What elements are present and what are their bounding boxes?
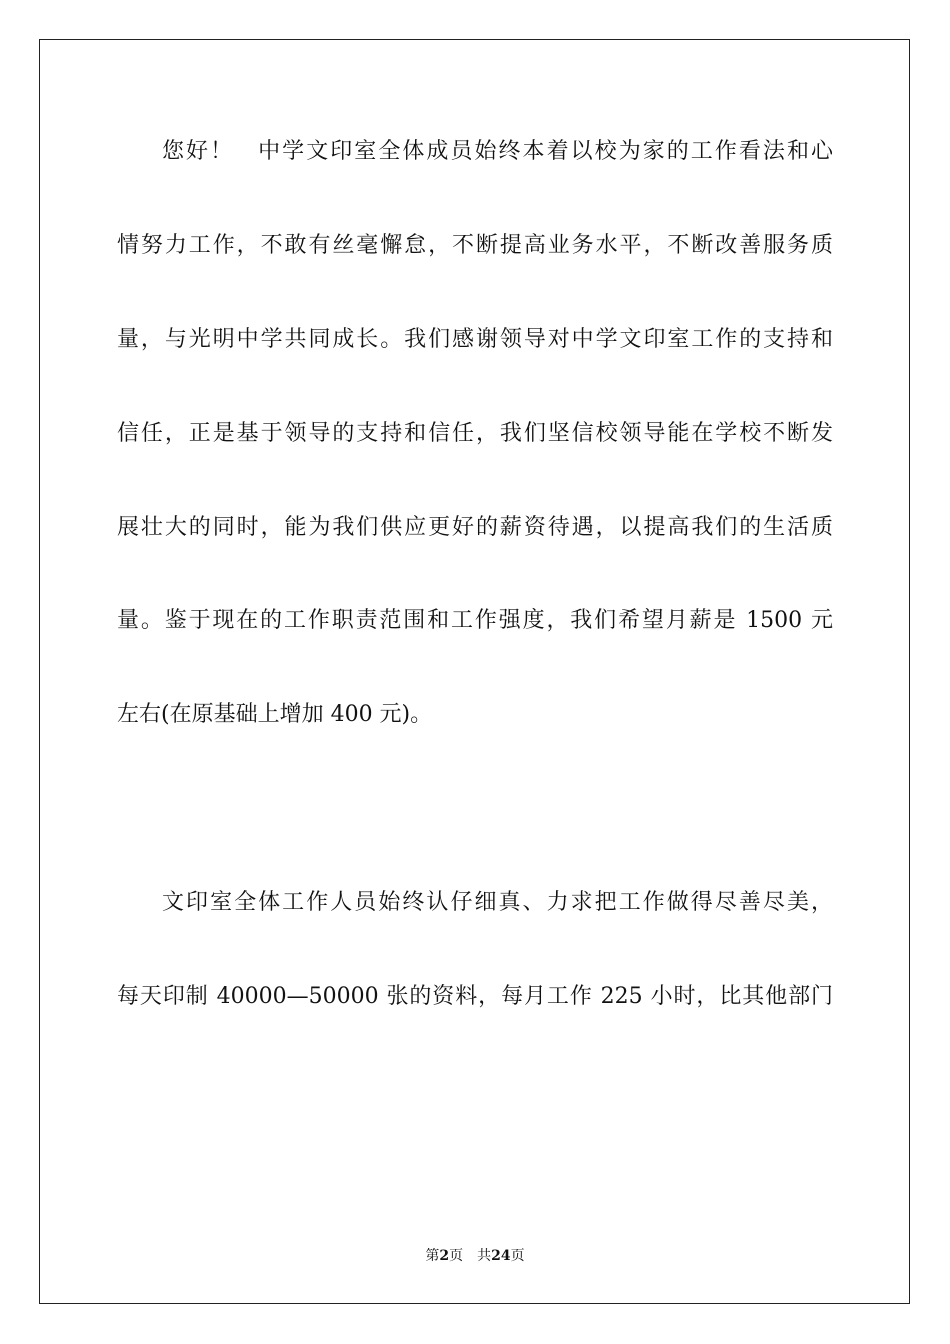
paragraph-line: 量，与光明中学共同成长。我们感谢领导对中学文印室工作的支持和 [117,326,833,352]
document-body [117,112,833,1051]
paragraph-line: 展壮大的同时，能为我们供应更好的薪资待遇，以提高我们的生活质 [117,514,833,540]
paragraph-gap [117,769,833,863]
paragraph-line: 文印室全体工作人员始终认仔细真、力求把工作做得尽善尽美， [162,890,833,916]
paragraph-line: 每天印制 40000—50000 张的资料，每月工作 225 小时，比其他部门 [117,984,833,1010]
total-pages: 24 [491,1248,511,1264]
paragraph-line: 情努力工作，不敢有丝毫懈怠，不断提高业务水平，不断改善服务质 [117,232,833,258]
paragraph-line: 您好！ 中学文印室全体成员始终本着以校为家的工作看法和心 [162,139,833,164]
page-prefix: 第 [425,1248,440,1264]
paragraph-line: 量。鉴于现在的工作职责范围和工作强度，我们希望月薪是 1500 元 [117,608,833,634]
page-footer [0,1244,950,1268]
page-suffix: 页 [449,1248,464,1264]
page-number: 2 [439,1248,450,1264]
total-prefix: 共 [477,1248,492,1264]
paragraph-line: 信任，正是基于领导的支持和信任，我们坚信校领导能在学校不断发 [117,420,833,446]
paragraph-2 [117,863,833,1051]
total-suffix: 页 [510,1248,525,1264]
paragraph-1 [117,112,833,769]
paragraph-line: 左右(在原基础上增加 400 元)。 [117,702,433,728]
